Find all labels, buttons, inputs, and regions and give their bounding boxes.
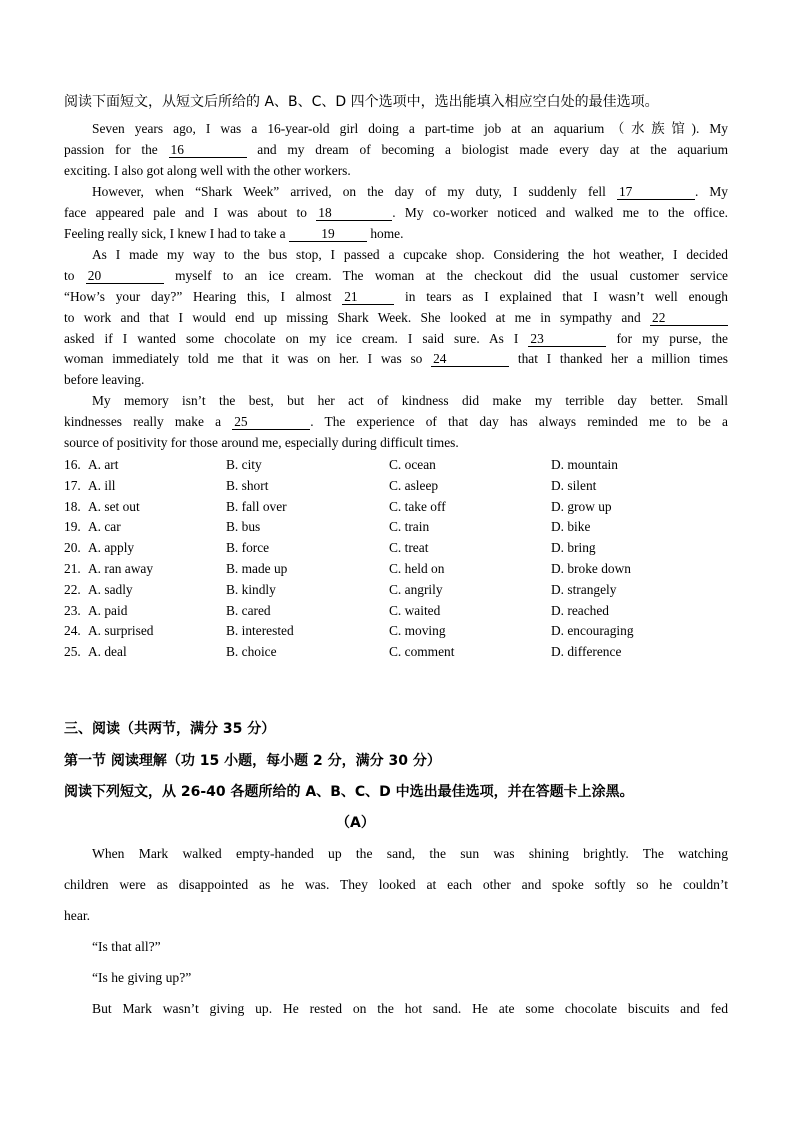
option-c[interactable]: C. moving xyxy=(389,623,446,638)
option-row xyxy=(64,561,728,579)
cloze-line xyxy=(64,436,728,449)
option-row xyxy=(64,457,728,475)
question-number: 20. xyxy=(64,540,81,555)
passage-text: hear. xyxy=(64,908,91,923)
cloze-line xyxy=(64,290,728,305)
question-number: 25. xyxy=(64,644,81,659)
option-b[interactable]: B. kindly xyxy=(226,582,276,597)
option-a[interactable]: A. sadly xyxy=(88,582,133,597)
blank-17[interactable]: 17 xyxy=(617,185,695,200)
option-d[interactable]: D. difference xyxy=(551,644,622,659)
question-number: 24. xyxy=(64,623,81,638)
cloze-text: My memory isn’t the best, but her act of kindness did make my terrible day better. Small xyxy=(92,393,728,408)
question-number: 23. xyxy=(64,603,81,618)
option-b[interactable]: B. short xyxy=(226,478,269,493)
cloze-line xyxy=(64,311,728,326)
option-b[interactable]: B. bus xyxy=(226,519,261,534)
option-a[interactable]: A. art xyxy=(88,457,119,472)
option-d[interactable]: D. encouraging xyxy=(551,623,634,638)
option-b[interactable]: B. interested xyxy=(226,623,294,638)
option-row xyxy=(64,603,728,621)
cloze-line xyxy=(92,122,728,135)
option-d[interactable]: D. broke down xyxy=(551,561,631,576)
cloze-text: . The experience of that day has always reminded me to be a xyxy=(310,414,728,429)
cloze-instruction-text: 阅读下面短文，从短文后所给的 A、B、C、D 四个选项中，选出能填入相应空白处的最佳选项。 xyxy=(64,94,659,110)
passage-text: But Mark wasn’t giving up. He rested on the hot sand. He ate some chocolate biscuits and fed xyxy=(92,1001,728,1016)
cloze-text: . My co-worker noticed and walked me to the office. xyxy=(392,205,728,220)
cloze-text: to work and that I would end up missing Shark Week. She looked at me in sympathy and xyxy=(64,310,650,325)
cloze-text: myself to an ice cream. The woman at the checkout did the usual customer service xyxy=(163,268,728,283)
cloze-line xyxy=(64,206,728,221)
cloze-line xyxy=(64,269,728,284)
option-row xyxy=(64,519,728,537)
option-d[interactable]: D. bring xyxy=(551,540,596,555)
option-c[interactable]: C. comment xyxy=(389,644,455,659)
option-row xyxy=(64,582,728,600)
cloze-line xyxy=(92,185,728,200)
option-a[interactable]: A. ill xyxy=(88,478,116,493)
question-number: 21. xyxy=(64,561,81,576)
cloze-line xyxy=(64,143,728,158)
cloze-line xyxy=(64,332,728,347)
cloze-text: face appeared pale and I was about to xyxy=(64,205,317,220)
option-c[interactable]: C. train xyxy=(389,519,430,534)
blank-18[interactable]: 18 xyxy=(316,206,392,221)
passage-text: “Is he giving up?” xyxy=(92,970,192,985)
blank-21[interactable]: 21 xyxy=(342,290,394,305)
option-a[interactable]: A. deal xyxy=(88,644,127,659)
option-a[interactable]: A. paid xyxy=(88,603,128,618)
option-b[interactable]: B. fall over xyxy=(226,499,287,514)
cloze-line xyxy=(92,394,728,407)
option-d[interactable]: D. silent xyxy=(551,478,597,493)
question-number: 17. xyxy=(64,478,81,493)
cloze-text: As I made my way to the bus stop, I passed a cupcake shop. Considering the hot weather, I decided xyxy=(92,247,728,262)
cloze-instruction xyxy=(64,95,728,110)
option-row xyxy=(64,499,728,517)
blank-23[interactable]: 23 xyxy=(528,332,606,347)
question-number: 18. xyxy=(64,499,81,514)
question-number: 19. xyxy=(64,519,81,534)
option-a[interactable]: A. ran away xyxy=(88,561,154,576)
cloze-text: Feeling really sick, I knew I had to take a xyxy=(64,226,289,241)
cloze-text: in tears as I explained that I wasn’t well enough xyxy=(394,289,728,304)
cloze-line xyxy=(64,352,728,367)
option-d[interactable]: D. grow up xyxy=(551,499,612,514)
blank-24[interactable]: 24 xyxy=(431,352,509,367)
passage-text: children were as disappointed as he was. They looked at each other and spoke softly so he couldn’t xyxy=(64,877,728,892)
blank-22[interactable]: 22 xyxy=(650,311,728,326)
option-a[interactable]: A. apply xyxy=(88,540,135,555)
cloze-text: exciting. I also got along well with the other workers. xyxy=(64,163,351,178)
cloze-text: to xyxy=(64,268,86,283)
cloze-line xyxy=(92,248,728,261)
option-a[interactable]: A. surprised xyxy=(88,623,154,638)
option-row xyxy=(64,478,728,496)
option-b[interactable]: B. choice xyxy=(226,644,277,659)
option-row xyxy=(64,644,728,662)
passage-line xyxy=(92,1001,728,1017)
blank-25[interactable]: 25 xyxy=(232,415,310,430)
option-d[interactable]: D. reached xyxy=(551,603,609,618)
cloze-text: woman immediately told me that it was on her. I was so xyxy=(64,351,432,366)
option-c[interactable]: C. take off xyxy=(389,499,446,514)
cloze-line xyxy=(64,373,728,386)
option-b[interactable]: B. cared xyxy=(226,603,271,618)
cloze-text: that I thanked her a million times xyxy=(509,351,728,366)
passage-line xyxy=(64,877,728,893)
cloze-text: . My xyxy=(694,184,728,199)
blank-19[interactable]: 19 xyxy=(289,227,367,242)
option-c[interactable]: C. treat xyxy=(389,540,429,555)
passage-text: “Is that all?” xyxy=(92,939,161,954)
option-c[interactable]: C. waited xyxy=(389,603,441,618)
cloze-text: source of positivity for those around me, especially during difficult times. xyxy=(64,435,459,450)
blank-20[interactable]: 20 xyxy=(86,269,164,284)
option-b[interactable]: B. force xyxy=(226,540,270,555)
question-number: 16. xyxy=(64,457,81,472)
option-row xyxy=(64,623,728,641)
cloze-line xyxy=(64,164,728,177)
passage-text: When Mark walked empty-handed up the sand, the sun was shining brightly. The watching xyxy=(92,846,728,861)
section-title: 三、阅读（共两节，满分 35 分） xyxy=(64,721,276,737)
cloze-text: “How’s your day?” Hearing this, I almost xyxy=(64,289,343,304)
part-title: 第一节 阅读理解（功 15 小题，每小题 2 分，满分 30 分） xyxy=(64,753,441,769)
cloze-text: However, when “Shark Week” arrived, on the day of my duty, I suddenly fell xyxy=(92,184,617,199)
option-c[interactable]: C. angrily xyxy=(389,582,443,597)
option-d[interactable]: D. strangely xyxy=(551,582,617,597)
passage-label: （A） xyxy=(336,815,375,831)
option-c[interactable]: C. ocean xyxy=(389,457,436,472)
passage-line xyxy=(92,939,756,955)
cloze-text: before leaving. xyxy=(64,372,145,387)
option-d[interactable]: D. mountain xyxy=(551,457,618,472)
cloze-text: Seven years ago, I was a 16-year-old girl doing a part-time job at an aquarium（水族馆). My xyxy=(92,121,728,136)
cloze-line xyxy=(64,415,728,430)
option-b[interactable]: B. made up xyxy=(226,561,288,576)
cloze-text: passion for the xyxy=(64,142,169,157)
reading-instruction: 阅读下列短文，从 26-40 各题所给的 A、B、C、D 中选出最佳选项，并在答题卡上涂黑。 xyxy=(64,784,634,800)
option-d[interactable]: D. bike xyxy=(551,519,591,534)
passage-line xyxy=(92,970,756,986)
cloze-text: and my dream of becoming a biologist made every day at the aquarium xyxy=(246,142,728,157)
cloze-text: kindnesses really make a xyxy=(64,414,233,429)
blank-16[interactable]: 16 xyxy=(169,143,247,158)
option-a[interactable]: A. set out xyxy=(88,499,140,514)
question-number: 22. xyxy=(64,582,81,597)
cloze-text: for my purse, the xyxy=(606,331,728,346)
cloze-text: home. xyxy=(366,226,404,241)
option-row xyxy=(64,540,728,558)
option-c[interactable]: C. asleep xyxy=(389,478,439,493)
passage-line xyxy=(64,908,728,924)
cloze-text: asked if I wanted some chocolate on my ice cream. I said sure. As I xyxy=(64,331,529,346)
cloze-line xyxy=(64,227,728,242)
option-c[interactable]: C. held on xyxy=(389,561,445,576)
option-b[interactable]: B. city xyxy=(226,457,262,472)
passage-line xyxy=(92,846,728,862)
option-a[interactable]: A. car xyxy=(88,519,121,534)
